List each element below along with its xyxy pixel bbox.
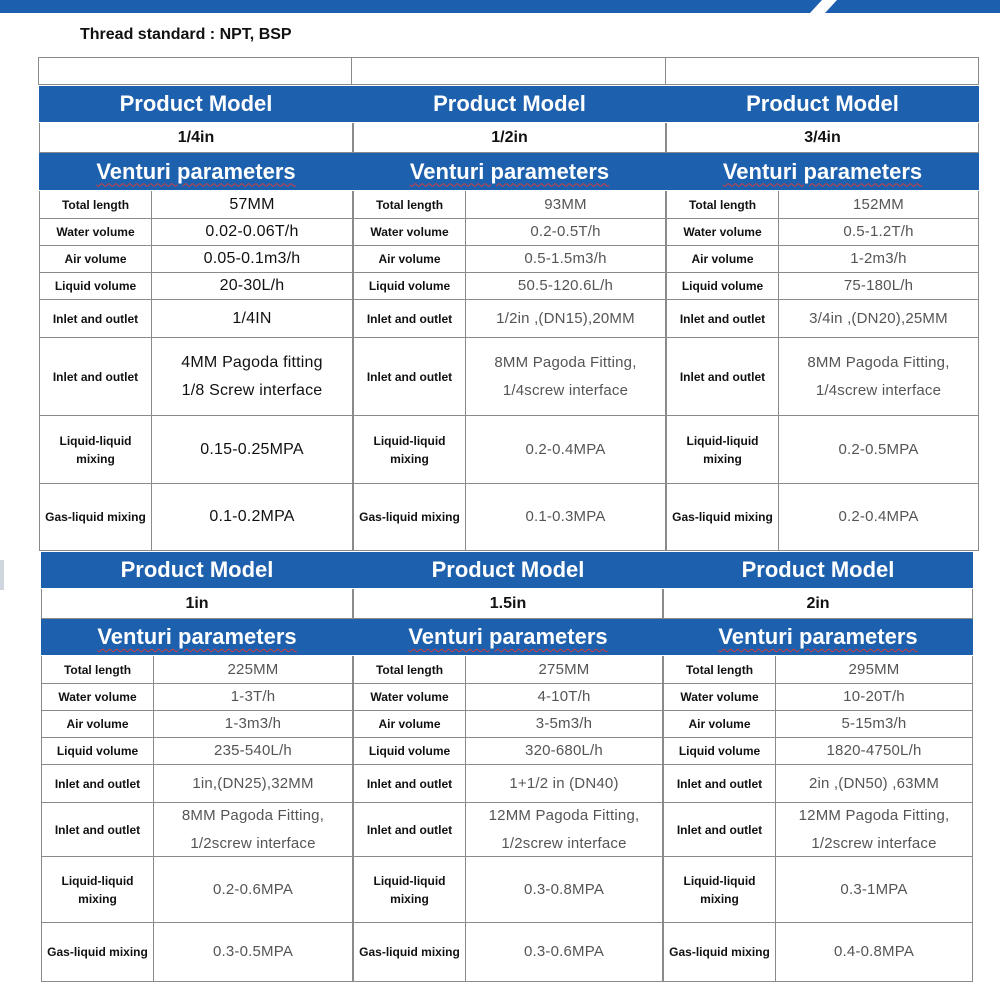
fitting-line-1: 8MM Pagoda Fitting, bbox=[807, 353, 950, 371]
air-volume-label: Air volume bbox=[42, 711, 154, 737]
total-length-label: Total length bbox=[354, 656, 466, 683]
inlet-outlet-fitting-value bbox=[779, 338, 978, 415]
inlet-outlet-fitting-label: Inlet and outlet bbox=[667, 338, 779, 415]
venturi-parameters-header bbox=[666, 153, 979, 191]
inlet-outlet-fitting-value bbox=[154, 803, 352, 856]
total-length-row bbox=[353, 656, 663, 684]
gas-liquid-mixing-row bbox=[663, 923, 973, 982]
venturi-parameters-title: Venturi parameters bbox=[718, 624, 918, 649]
liquid-volume-value: 1820-4750L/h bbox=[826, 742, 922, 759]
model-size: 1.5in bbox=[353, 589, 663, 619]
total-length-value: 275MM bbox=[538, 660, 590, 678]
fitting-line-2: 1/2screw interface bbox=[501, 834, 627, 852]
liquid-volume-label: Liquid volume bbox=[664, 738, 776, 764]
venturi-parameters-header bbox=[41, 619, 353, 656]
water-volume-label: Water volume bbox=[42, 684, 154, 710]
liquid-volume-row bbox=[353, 273, 666, 300]
inlet-outlet-row bbox=[39, 300, 353, 338]
inlet-outlet-fitting-label: Inlet and outlet bbox=[354, 803, 466, 856]
air-volume-value: 1-2m3/h bbox=[850, 250, 907, 267]
water-volume-row bbox=[663, 684, 973, 711]
liquid-liquid-mixing-value: 0.3-1MPA bbox=[840, 880, 908, 898]
liquid-volume-value: 320-680L/h bbox=[525, 742, 603, 759]
inlet-outlet-fitting-row bbox=[666, 338, 979, 416]
venturi-parameters-title: Venturi parameters bbox=[96, 158, 296, 184]
inlet-outlet-value: 1/2in ,(DN15),20MM bbox=[496, 309, 635, 327]
liquid-volume-value: 75-180L/h bbox=[843, 277, 914, 294]
fitting-line-2: 1/2screw interface bbox=[811, 834, 937, 852]
liquid-liquid-mixing-row bbox=[663, 857, 973, 923]
model-size: 1/4in bbox=[39, 123, 353, 153]
water-volume-row bbox=[666, 219, 979, 246]
product-model-header: Product Model bbox=[39, 86, 353, 123]
model-table-5 bbox=[353, 552, 663, 982]
model-size: 1/2in bbox=[353, 123, 666, 153]
liquid-volume-row bbox=[663, 738, 973, 765]
fitting-line-2: 1/2screw interface bbox=[190, 834, 316, 852]
left-edge-mark bbox=[0, 560, 4, 590]
inlet-outlet-value: 3/4in ,(DN20),25MM bbox=[809, 309, 948, 327]
liquid-volume-row bbox=[41, 738, 353, 765]
liquid-liquid-mixing-label: Liquid-liquid mixing bbox=[42, 857, 154, 922]
air-volume-value: 0.5-1.5m3/h bbox=[524, 250, 607, 267]
air-volume-value: 0.05-0.1m3/h bbox=[203, 250, 301, 267]
fitting-lines bbox=[182, 802, 324, 858]
liquid-liquid-mixing-value: 0.15-0.25MPA bbox=[200, 440, 304, 458]
fitting-line-1: 4MM Pagoda fitting bbox=[181, 353, 323, 371]
liquid-liquid-mixing-label: Liquid-liquid mixing bbox=[40, 416, 152, 483]
gas-liquid-mixing-label: Gas-liquid mixing bbox=[354, 923, 466, 981]
fitting-lines bbox=[799, 802, 950, 858]
inlet-outlet-fitting-row bbox=[353, 803, 663, 857]
venturi-parameters-header bbox=[353, 619, 663, 656]
inlet-outlet-row bbox=[41, 765, 353, 803]
fitting-lines bbox=[181, 349, 322, 405]
total-length-label: Total length bbox=[664, 656, 776, 683]
inlet-outlet-fitting-value bbox=[466, 803, 662, 856]
fitting-line-1: 8MM Pagoda Fitting, bbox=[181, 806, 325, 824]
water-volume-label: Water volume bbox=[354, 684, 466, 710]
air-volume-value: 1-3m3/h bbox=[224, 715, 282, 732]
product-model-header: Product Model bbox=[353, 86, 666, 123]
total-length-value: 57MM bbox=[229, 195, 275, 213]
liquid-volume-row bbox=[353, 738, 663, 765]
gas-liquid-mixing-label: Gas-liquid mixing bbox=[42, 923, 154, 981]
liquid-volume-row bbox=[39, 273, 353, 300]
model-table-1 bbox=[39, 86, 353, 551]
air-volume-row bbox=[41, 711, 353, 738]
venturi-parameters-title: Venturi parameters bbox=[722, 158, 923, 184]
liquid-liquid-mixing-label: Liquid-liquid mixing bbox=[667, 416, 779, 483]
inlet-outlet-fitting-row bbox=[353, 338, 666, 416]
water-volume-value: 1-3T/h bbox=[230, 688, 276, 705]
product-model-header: Product Model bbox=[666, 86, 979, 123]
total-length-row bbox=[663, 656, 973, 684]
liquid-liquid-mixing-row bbox=[41, 857, 353, 923]
total-length-label: Total length bbox=[354, 191, 466, 218]
liquid-volume-row bbox=[666, 273, 979, 300]
inlet-outlet-label: Inlet and outlet bbox=[40, 300, 152, 337]
model-table-3 bbox=[666, 86, 979, 551]
liquid-volume-label: Liquid volume bbox=[354, 273, 466, 299]
model-size: 3/4in bbox=[666, 123, 979, 153]
gas-liquid-mixing-value: 0.2-0.4MPA bbox=[838, 508, 919, 525]
water-volume-row bbox=[41, 684, 353, 711]
water-volume-row bbox=[353, 684, 663, 711]
air-volume-value: 5-15m3/h bbox=[841, 715, 907, 732]
venturi-parameters-header bbox=[353, 153, 666, 191]
inlet-outlet-label: Inlet and outlet bbox=[42, 765, 154, 802]
inlet-outlet-fitting-row bbox=[41, 803, 353, 857]
inlet-outlet-value: 2in ,(DN50) ,63MM bbox=[808, 774, 940, 792]
model-size: 2in bbox=[663, 589, 973, 619]
inlet-outlet-fitting-row bbox=[39, 338, 353, 416]
liquid-liquid-mixing-row bbox=[353, 416, 666, 484]
air-volume-row bbox=[353, 711, 663, 738]
total-length-label: Total length bbox=[667, 191, 779, 218]
fitting-lines bbox=[807, 349, 949, 405]
liquid-volume-label: Liquid volume bbox=[667, 273, 779, 299]
venturi-parameters-title: Venturi parameters bbox=[408, 624, 608, 649]
liquid-volume-value: 235-540L/h bbox=[214, 742, 292, 759]
gas-liquid-mixing-value: 0.1-0.2MPA bbox=[209, 508, 295, 525]
gas-liquid-mixing-label: Gas-liquid mixing bbox=[40, 484, 152, 550]
air-volume-value: 3-5m3/h bbox=[535, 715, 593, 732]
total-length-row bbox=[41, 656, 353, 684]
inlet-outlet-value: 1in,(DN25),32MM bbox=[192, 774, 314, 792]
gas-liquid-mixing-row bbox=[41, 923, 353, 982]
product-model-header: Product Model bbox=[663, 552, 973, 589]
liquid-liquid-mixing-row bbox=[39, 416, 353, 484]
air-volume-row bbox=[666, 246, 979, 273]
venturi-parameters-title: Venturi parameters bbox=[97, 624, 297, 649]
fitting-line-1: 8MM Pagoda Fitting, bbox=[494, 353, 637, 371]
inlet-outlet-row bbox=[353, 765, 663, 803]
gas-liquid-mixing-row bbox=[353, 923, 663, 982]
inlet-outlet-fitting-row bbox=[663, 803, 973, 857]
air-volume-row bbox=[353, 246, 666, 273]
liquid-liquid-mixing-row bbox=[666, 416, 979, 484]
liquid-volume-value: 50.5-120.6L/h bbox=[517, 277, 614, 294]
inlet-outlet-label: Inlet and outlet bbox=[664, 765, 776, 802]
liquid-liquid-mixing-value: 0.3-0.8MPA bbox=[523, 880, 605, 898]
water-volume-value: 10-20T/h bbox=[843, 688, 905, 705]
water-volume-row bbox=[39, 219, 353, 246]
fitting-lines bbox=[494, 349, 636, 405]
fitting-line-1: 12MM Pagoda Fitting, bbox=[488, 806, 640, 824]
inlet-outlet-value: 1+1/2 in (DN40) bbox=[509, 774, 619, 792]
inlet-outlet-row bbox=[353, 300, 666, 338]
gas-liquid-mixing-value: 0.3-0.6MPA bbox=[523, 943, 605, 960]
water-volume-label: Water volume bbox=[354, 219, 466, 245]
gas-liquid-mixing-value: 0.1-0.3MPA bbox=[525, 508, 606, 525]
total-length-row bbox=[39, 191, 353, 219]
air-volume-label: Air volume bbox=[664, 711, 776, 737]
gas-liquid-mixing-row bbox=[39, 484, 353, 551]
water-volume-label: Water volume bbox=[667, 219, 779, 245]
water-volume-value: 0.2-0.5T/h bbox=[530, 223, 601, 240]
water-volume-value: 4-10T/h bbox=[537, 688, 591, 705]
model-table-2 bbox=[353, 86, 666, 551]
fitting-line-1: 12MM Pagoda Fitting, bbox=[798, 806, 950, 824]
liquid-liquid-mixing-label: Liquid-liquid mixing bbox=[664, 857, 776, 922]
total-length-label: Total length bbox=[42, 656, 154, 683]
liquid-liquid-mixing-value: 0.2-0.6MPA bbox=[212, 880, 294, 898]
total-length-value: 93MM bbox=[544, 195, 587, 213]
gas-liquid-mixing-row bbox=[353, 484, 666, 551]
air-volume-row bbox=[39, 246, 353, 273]
inlet-outlet-fitting-value bbox=[776, 803, 972, 856]
water-volume-value: 0.02-0.06T/h bbox=[205, 223, 299, 240]
air-volume-label: Air volume bbox=[40, 246, 152, 272]
air-volume-row bbox=[663, 711, 973, 738]
gas-liquid-mixing-value: 0.4-0.8MPA bbox=[833, 943, 915, 960]
total-length-value: 225MM bbox=[227, 660, 279, 678]
liquid-liquid-mixing-value: 0.2-0.4MPA bbox=[525, 440, 606, 458]
inlet-outlet-label: Inlet and outlet bbox=[354, 300, 466, 337]
table-spacer-row bbox=[38, 57, 979, 85]
fitting-lines bbox=[489, 802, 640, 858]
total-length-value: 295MM bbox=[848, 660, 900, 678]
thread-standard-text: Thread standard : NPT, BSP bbox=[80, 26, 292, 43]
air-volume-label: Air volume bbox=[354, 711, 466, 737]
total-length-row bbox=[666, 191, 979, 219]
gas-liquid-mixing-value: 0.3-0.5MPA bbox=[212, 943, 294, 960]
product-model-header: Product Model bbox=[353, 552, 663, 589]
inlet-outlet-value: 1/4IN bbox=[232, 309, 272, 327]
inlet-outlet-row bbox=[666, 300, 979, 338]
inlet-outlet-fitting-label: Inlet and outlet bbox=[354, 338, 466, 415]
liquid-volume-label: Liquid volume bbox=[40, 273, 152, 299]
inlet-outlet-fitting-value bbox=[466, 338, 665, 415]
venturi-parameters-header bbox=[39, 153, 353, 191]
liquid-liquid-mixing-label: Liquid-liquid mixing bbox=[354, 416, 466, 483]
total-length-label: Total length bbox=[40, 191, 152, 218]
liquid-liquid-mixing-value: 0.2-0.5MPA bbox=[838, 440, 919, 458]
liquid-liquid-mixing-row bbox=[353, 857, 663, 923]
water-volume-label: Water volume bbox=[40, 219, 152, 245]
liquid-volume-label: Liquid volume bbox=[42, 738, 154, 764]
air-volume-label: Air volume bbox=[354, 246, 466, 272]
fitting-line-2: 1/4screw interface bbox=[815, 381, 942, 399]
venturi-parameters-header bbox=[663, 619, 973, 656]
gas-liquid-mixing-label: Gas-liquid mixing bbox=[354, 484, 466, 550]
inlet-outlet-fitting-value bbox=[152, 338, 352, 415]
inlet-outlet-label: Inlet and outlet bbox=[667, 300, 779, 337]
model-table-4 bbox=[41, 552, 353, 982]
liquid-volume-label: Liquid volume bbox=[354, 738, 466, 764]
inlet-outlet-row bbox=[663, 765, 973, 803]
total-length-value: 152MM bbox=[852, 195, 905, 213]
water-volume-row bbox=[353, 219, 666, 246]
venturi-parameters-title: Venturi parameters bbox=[409, 158, 610, 184]
fitting-line-2: 1/8 Screw interface bbox=[181, 381, 323, 399]
product-model-header: Product Model bbox=[41, 552, 353, 589]
inlet-outlet-label: Inlet and outlet bbox=[354, 765, 466, 802]
fitting-line-2: 1/4screw interface bbox=[502, 381, 629, 399]
gas-liquid-mixing-label: Gas-liquid mixing bbox=[667, 484, 779, 550]
air-volume-label: Air volume bbox=[667, 246, 779, 272]
liquid-volume-value: 20-30L/h bbox=[219, 277, 285, 294]
gas-liquid-mixing-row bbox=[666, 484, 979, 551]
water-volume-label: Water volume bbox=[664, 684, 776, 710]
liquid-liquid-mixing-label: Liquid-liquid mixing bbox=[354, 857, 466, 922]
inlet-outlet-fitting-label: Inlet and outlet bbox=[40, 338, 152, 415]
inlet-outlet-fitting-label: Inlet and outlet bbox=[664, 803, 776, 856]
model-size: 1in bbox=[41, 589, 353, 619]
model-table-6 bbox=[663, 552, 973, 982]
inlet-outlet-fitting-label: Inlet and outlet bbox=[42, 803, 154, 856]
total-length-row bbox=[353, 191, 666, 219]
top-banner-stripe bbox=[825, 0, 1000, 13]
gas-liquid-mixing-label: Gas-liquid mixing bbox=[664, 923, 776, 981]
water-volume-value: 0.5-1.2T/h bbox=[843, 223, 914, 240]
